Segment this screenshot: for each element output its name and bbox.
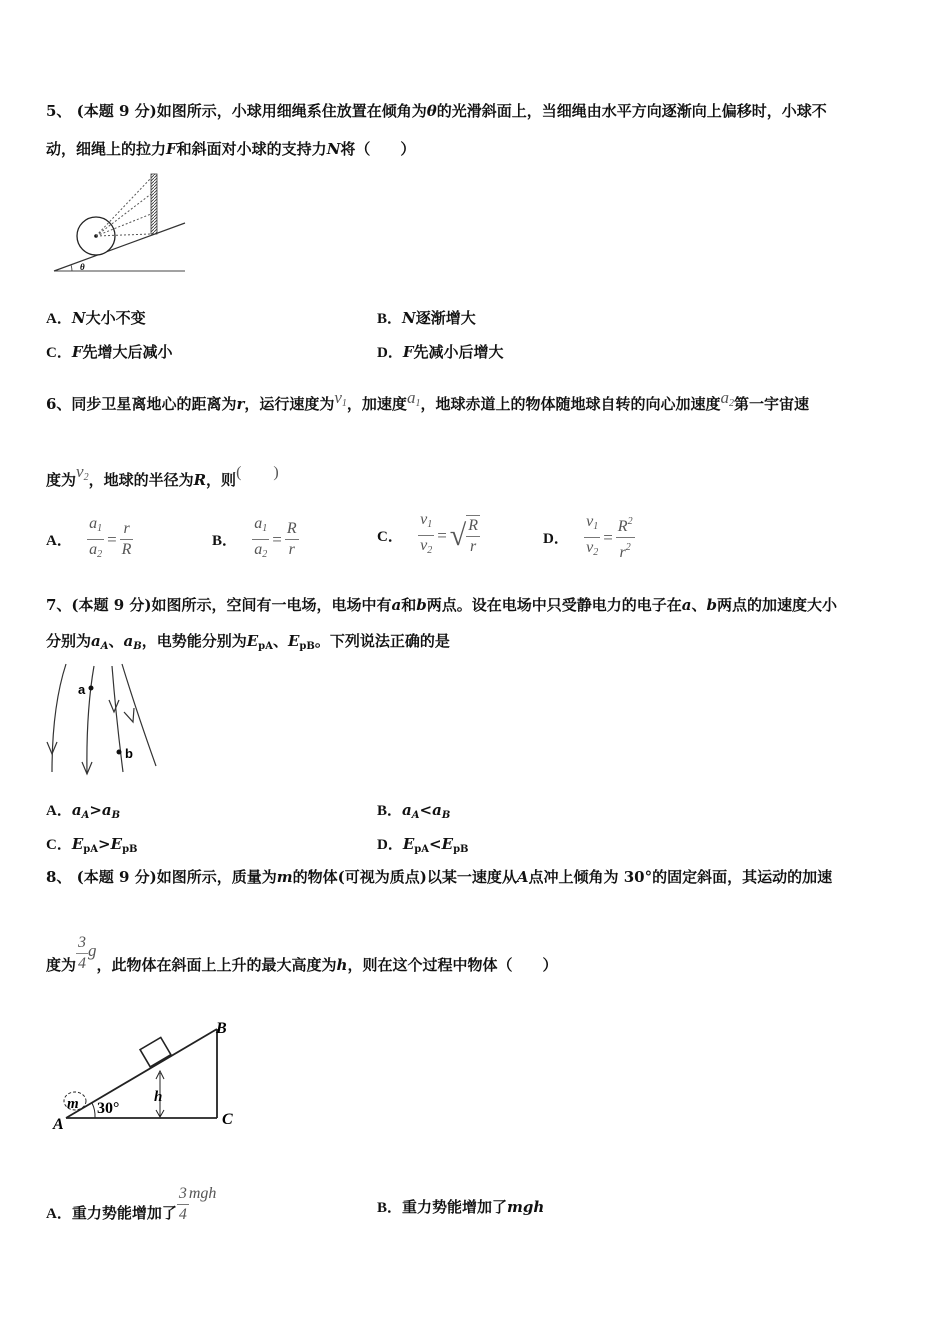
q8-fig-label-h: h <box>154 1089 163 1105</box>
q5-option-d[interactable]: D．F先减小后增大 <box>377 343 504 361</box>
q7-option-b[interactable]: B．$a_A<a_B$ <box>377 801 451 821</box>
q5-stem-line1: 5、 (本题 9 分)如图所示，小球用细绳系住放置在倾角为θ的光滑斜面上，当细绳由水平方向逐渐向上偏移时，小球不 <box>46 102 827 120</box>
q7-option-d[interactable]: D．$E_{pA}<E_{pB}$ <box>377 835 469 855</box>
q5-theta: θ <box>426 102 437 120</box>
q6-option-d[interactable]: D． $\frac{v_1}{v_2}$ = $\frac{R^2}{r^2}$ <box>543 513 633 561</box>
q7-stem-line1: 7、(本题 9 分)如图所示，空间有一电场，电场中有a和b两点。设在电场中只受静电力的电子在a、b两点的加速度大小 <box>46 596 838 614</box>
q8-stem-line2: 度为 $\frac{3}{4}$ g，此物体在斜面上上升的最大高度为h，则在这个过程中物体（ ） <box>46 934 558 974</box>
q8-fig-label-a: A <box>53 1116 64 1133</box>
q7-fig-point-a: a <box>78 682 86 697</box>
q6-option-a[interactable]: A． $\frac{a_1}{a_2}$ = $\frac{r}{R}$ <box>46 515 132 560</box>
q8-fig-label-m: m <box>67 1096 79 1112</box>
q5-stem-line2: 动，细绳上的拉力F和斜面对小球的支持力N将（ ） <box>46 140 416 158</box>
q5-option-c[interactable]: C．F先增大后减小 <box>46 343 173 361</box>
q6-stem-line2: 度为$v_2$，地球的半径为R，则( ) <box>46 462 279 489</box>
q8-figure-incline <box>50 1015 250 1135</box>
q8-fig-label-b: B <box>216 1020 227 1037</box>
q7-figure-electric-field <box>44 662 164 777</box>
q6-stem-line1: 6、同步卫星离地心的距离为r，运行速度为$v_1$，加速度$a_1$，地球赤道上的物体随地球自转的向心加速度$a_2$第一宇宙速 <box>46 388 809 413</box>
q5-option-b[interactable]: B．N逐渐增大 <box>377 309 476 327</box>
q5-figure-ball-on-incline <box>52 172 192 277</box>
q5-option-a[interactable]: A．N大小不变 <box>46 309 146 327</box>
q7-fig-point-b: b <box>125 746 133 761</box>
q5-fig-theta-label: θ <box>80 262 85 272</box>
q6-option-c[interactable]: C． $\frac{v_1}{v_2}$ = √ $\frac{R}{r}$ <box>377 511 479 556</box>
q8-option-b[interactable]: B．重力势能增加了mgh <box>377 1198 545 1216</box>
q8-fig-label-c: C <box>222 1111 233 1128</box>
q8-stem-line1: 8、 (本题 9 分)如图所示，质量为m的物体(可视为质点)以某一速度从A点冲上倾角为 30°的固定斜面，其运动的加速 <box>46 868 833 886</box>
q6-option-b[interactable]: B． $\frac{a_1}{a_2}$ = $\frac{R}{r}$ <box>212 515 297 560</box>
q7-option-c[interactable]: C．$E_{pA}>E_{pB}$ <box>46 835 138 855</box>
q7-option-a[interactable]: A．$a_A>a_B$ <box>46 801 121 821</box>
q8-fig-angle: 30° <box>97 1100 120 1117</box>
q7-stem-line2: 分别为$a_A$、$a_B$，电势能分别为$E_{pA}$、$E_{pB}$。下列说法正确的是 <box>46 632 450 652</box>
q8-option-a[interactable]: A．重力势能增加了 $\frac{3}{4}$ mgh <box>46 1184 217 1223</box>
